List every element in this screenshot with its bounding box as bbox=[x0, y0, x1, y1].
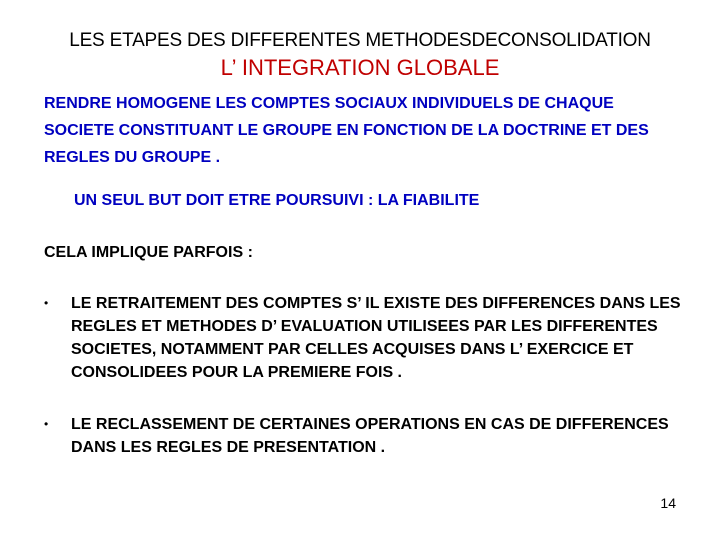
bullet-icon: • bbox=[44, 296, 49, 310]
bullet-icon: • bbox=[44, 417, 49, 431]
bullet-item bbox=[44, 413, 684, 459]
bullet-item bbox=[44, 292, 684, 384]
bullet-text: LE RETRAITEMENT DES COMPTES S’ IL EXISTE DES DIFFERENCES DANS LES REGLES ET METHODES D’ EVALUATION UTILISEES PAR LES DIFFERENTES SOCIETES, NOTAMMENT PAR CELLES ACQUISES DANS L’ EXERCICE ET CONSOLIDEES POUR LA PREMIERE FOIS . bbox=[71, 295, 681, 381]
goal-statement: UN SEUL BUT DOIT ETRE POURSUIVI : LA FIABILITE bbox=[74, 192, 480, 209]
intro-paragraph: RENDRE HOMOGENE LES COMPTES SOCIAUX INDIVIDUELS DE CHAQUE SOCIETE CONSTITUANT LE GROUPE EN FONCTION DE LA DOCTRINE ET DES REGLES DU GROUPE . bbox=[44, 95, 649, 166]
page-number: 14 bbox=[660, 495, 676, 511]
bullet-text: LE RECLASSEMENT DE CERTAINES OPERATIONS EN CAS DE DIFFERENCES DANS LES REGLES DE PRESENTATION . bbox=[71, 416, 669, 456]
slide-subtitle: L’ INTEGRATION GLOBALE bbox=[220, 55, 500, 80]
slide-title: LES ETAPES DES DIFFERENTES METHODESDECONSOLIDATION bbox=[69, 30, 651, 51]
implies-heading: CELA IMPLIQUE PARFOIS : bbox=[44, 244, 253, 261]
